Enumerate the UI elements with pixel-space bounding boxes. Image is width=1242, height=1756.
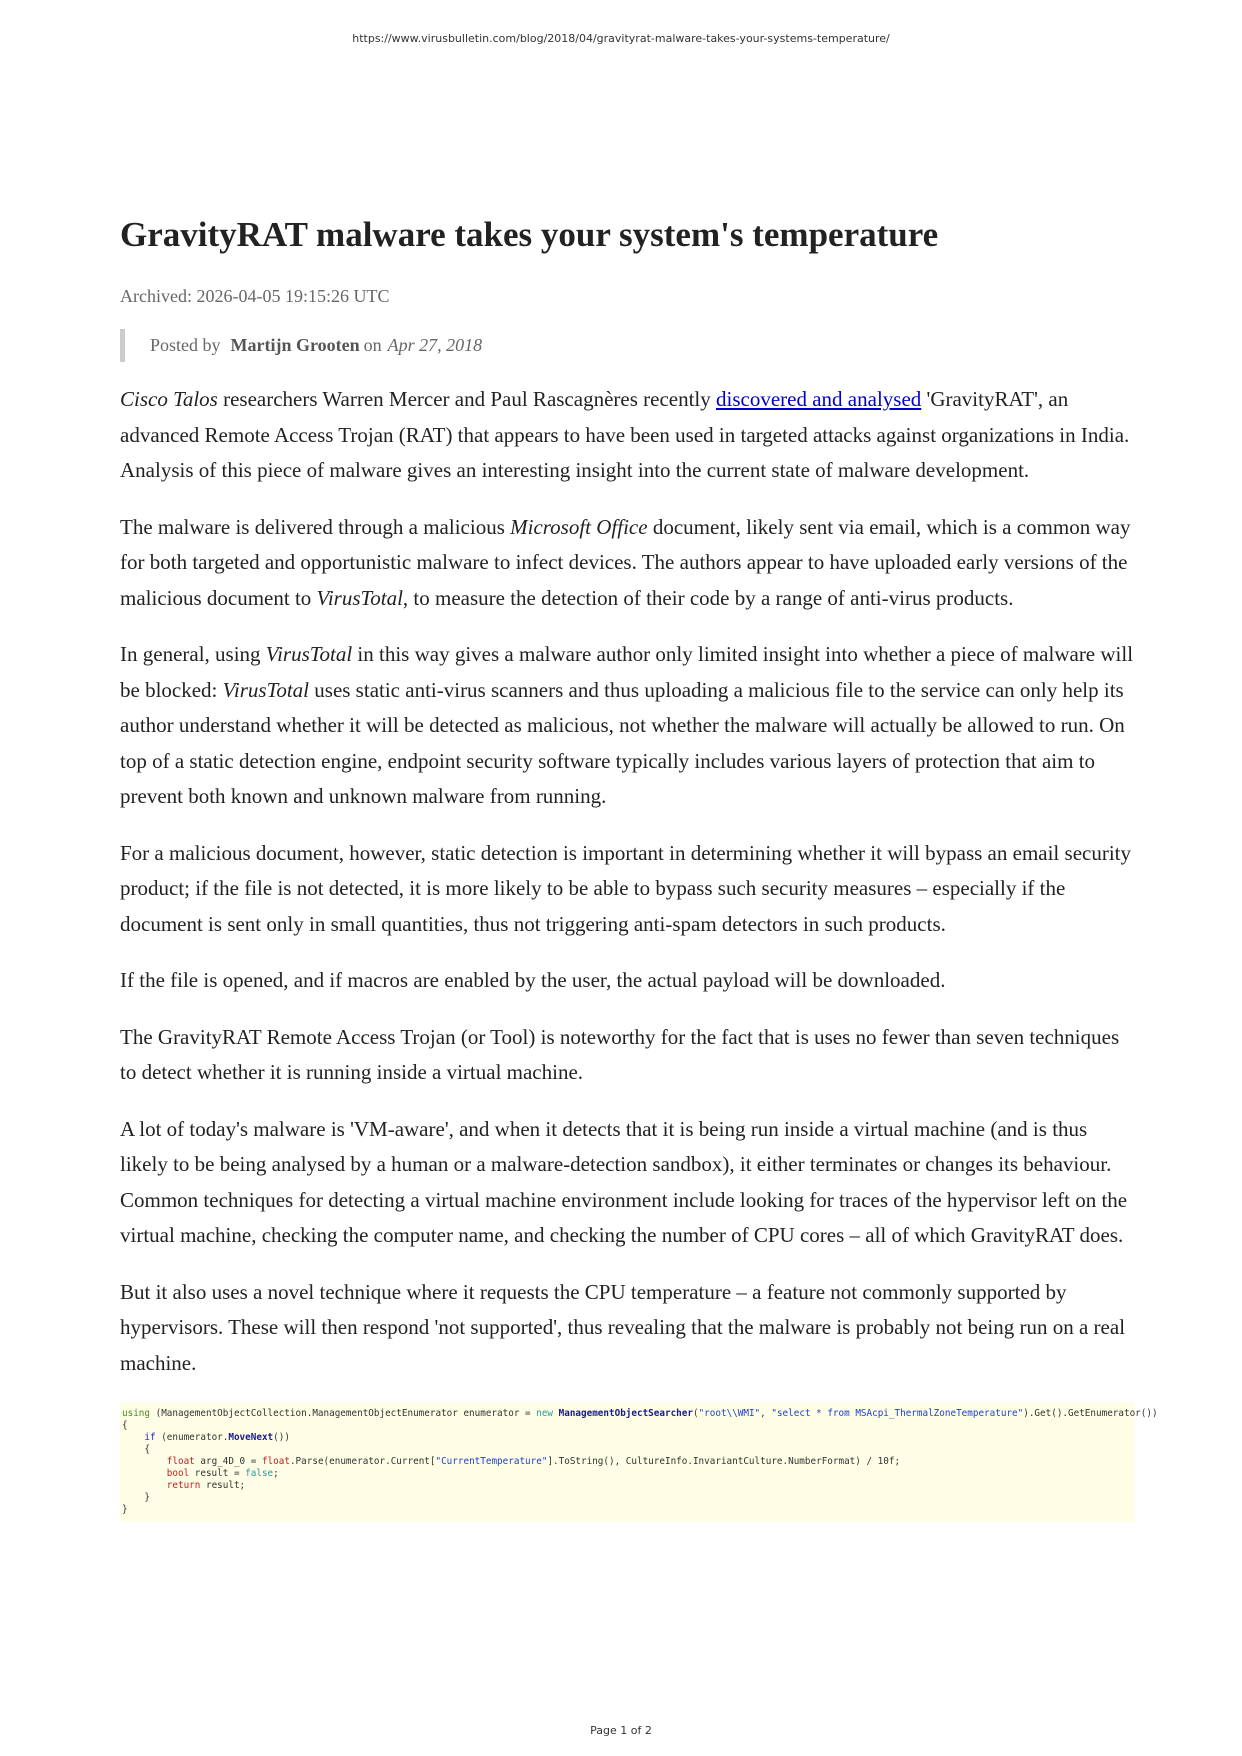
paragraph-8: But it also uses a novel technique where it requests the CPU temperature – a feature not commonly supported by hypervisors. These will then respond 'not supported', thus revealing that the malware is probably not being run on a real machine. (120, 1279, 1126, 1375)
text: In general, using (120, 642, 266, 666)
paragraph-3 (120, 637, 1135, 815)
code-line: { (122, 1420, 128, 1431)
em-text: Cisco Talos (120, 387, 218, 411)
code-line: } (122, 1492, 150, 1503)
posted-by-label: Posted by (150, 335, 221, 355)
code-line: } (122, 1504, 128, 1515)
code-line: using (ManagementObjectCollection.ManagementObjectEnumerator enumerator = new ManagementObjectSearcher("root\\WMI", "select * from MSAcpi_ThermalZoneTemperature").Get().GetEnumerator()) (122, 1408, 1158, 1419)
code-screenshot (120, 1402, 1158, 1522)
on-label: on (363, 335, 382, 355)
code-line: { (122, 1444, 150, 1455)
page-url: https://www.virusbulletin.com/blog/2018/04/gravityrat-malware-takes-your-systems-temperature/ (352, 32, 890, 45)
paragraph-2 (120, 510, 1135, 617)
article (120, 212, 1158, 1522)
post-date: Apr 27, 2018 (387, 335, 483, 355)
code-line: float arg_4D_0 = float.Parse(enumerator.Current["CurrentTemperature"].ToString(), CultureInfo.InvariantCulture.NumberFormat) / 10f; (166, 1456, 901, 1467)
text: The malware is delivered through a malicious (120, 514, 511, 539)
paragraph-4: For a malicious document, however, static detection is important in determining whether it will bypass an email security product; if the file is not detected, it is more likely to be able to bypass such security measures – especially if the document is sent only in small quantities, thus not triggering anti-spam detectors in such products. (120, 840, 1131, 936)
paragraph-6: The GravityRAT Remote Access Trojan (or Tool) is noteworthy for the fact that is uses no fewer than seven techniques to detect whether it is running inside a virtual machine. (120, 1024, 1120, 1084)
em-text: VirusTotal (222, 677, 310, 702)
code-line: bool result = false; (166, 1468, 279, 1479)
paragraph-7: A lot of today's malware is 'VM-aware', and when it detects that it is being run inside a virtual machine (and is thus likely to be being analysed by a human or a malware-detection sandbox), it either terminates or changes its behaviour. Common techniques for detecting a virtual machine environment include looking for traces of the hypervisor left on the virtual machine, checking the computer name, and checking the number of CPU cores – all of which GravityRAT does. (120, 1116, 1128, 1247)
text: 'GravityRAT', an advanced Remote Access Trojan (RAT) that appears to have been used in targeted attacks against organizations in India. Analysis of this piece of malware gives an interesting insight into the current state of malware development. (120, 387, 1130, 482)
article-title: GravityRAT malware takes your system's temperature (120, 215, 939, 254)
page-number: Page 1 of 2 (590, 1724, 652, 1737)
em-text: VirusTotal (316, 585, 403, 610)
em-text: VirusTotal (265, 642, 353, 666)
text: , to measure the detection of their code by a range of anti-virus products. (402, 585, 1014, 610)
text: document, likely sent via email, which is a common way for both targeted and opportunistic malware to infect devices. The authors appear to have uploaded early versions of the malicious document to (120, 514, 1131, 610)
byline (120, 329, 1135, 362)
code-line: if (enumerator.MoveNext()) (144, 1432, 290, 1443)
paragraph-1 (120, 382, 1135, 489)
paragraph-5: If the file is opened, and if macros are enabled by the user, the actual payload will be downloaded. (120, 968, 946, 992)
text: researchers Warren Mercer and Paul Rascagnères recently (217, 387, 717, 411)
code-line: return result; (166, 1480, 246, 1491)
archived-timestamp: Archived: 2026-04-05 19:15:26 UTC (120, 286, 390, 306)
text: uses static anti-virus scanners and thus uploading a malicious file to the service can only help its author understand whether it will be detected as malicious, not whether the malware will actually be allowed to run. On top of a static detection engine, endpoint security software typically includes various layers of protection that aim to prevent both known and unknown malware from running. (120, 677, 1125, 808)
discovered-link[interactable]: discovered and analysed (716, 387, 922, 411)
author: Martijn Grooten (230, 335, 360, 355)
em-text: Microsoft Office (510, 514, 648, 539)
text: in this way gives a malware author only limited insight into whether a piece of malware will be blocked: (120, 642, 1134, 702)
